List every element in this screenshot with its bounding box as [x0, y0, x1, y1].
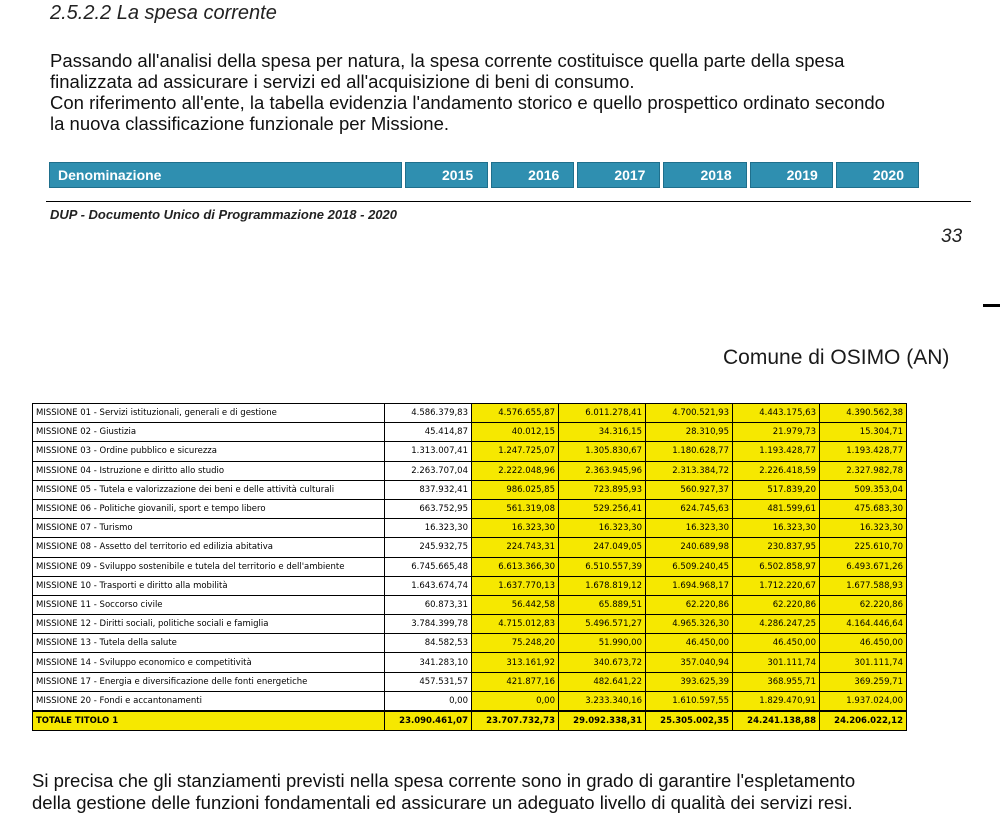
table-row — [33, 519, 907, 538]
value-cell: 357.040,94 — [646, 653, 733, 672]
value-cell: 4.576.655,87 — [472, 404, 559, 423]
value-cell: 1.829.470,91 — [733, 691, 820, 711]
value-cell: 2.263.707,04 — [385, 461, 472, 480]
value-cell: 6.613.366,30 — [472, 557, 559, 576]
value-cell: 6.510.557,39 — [559, 557, 646, 576]
closing-line: Si precisa che gli stanziamenti previsti nella spesa corrente sono in grado di garantire l'espletamento — [32, 770, 856, 791]
intro-line: Con riferimento all'ente, la tabella evidenzia l'andamento storico e quello prospettico ordinato secondo — [50, 92, 885, 113]
value-cell: 240.689,98 — [646, 538, 733, 557]
value-cell: 2.222.048,96 — [472, 461, 559, 480]
value-cell: 16.323,30 — [646, 519, 733, 538]
value-cell: 21.979,73 — [733, 423, 820, 442]
value-cell: 1.678.819,12 — [559, 576, 646, 595]
section-title: 2.5.2.2 La spesa corrente — [50, 2, 277, 24]
value-cell: 517.839,20 — [733, 480, 820, 499]
closing-line: della gestione delle funzioni fondamentali ed assicurare un adeguato livello di qualità dei servizi resi. — [32, 792, 853, 813]
mission-label: MISSIONE 09 - Sviluppo sostenibile e tutela del territorio e dell'ambiente — [33, 557, 385, 576]
value-cell: 1.610.597,55 — [646, 691, 733, 711]
value-cell: 51.990,00 — [559, 634, 646, 653]
value-cell: 0,00 — [472, 691, 559, 711]
intro-line: Passando all'analisi della spesa per natura, la spesa corrente costituisce quella parte della spesa — [50, 50, 845, 71]
value-cell: 0,00 — [385, 691, 472, 711]
value-cell: 561.319,08 — [472, 499, 559, 518]
value-cell: 6.493.671,26 — [820, 557, 907, 576]
value-cell: 4.286.247,25 — [733, 615, 820, 634]
value-cell: 56.442,58 — [472, 595, 559, 614]
value-cell: 313.161,92 — [472, 653, 559, 672]
value-cell: 4.965.326,30 — [646, 615, 733, 634]
header-year: 2019 — [750, 162, 833, 188]
table-row — [33, 461, 907, 480]
value-cell: 230.837,95 — [733, 538, 820, 557]
header-year: 2020 — [836, 162, 919, 188]
value-cell: 62.220,86 — [646, 595, 733, 614]
table-row — [33, 615, 907, 634]
mission-label: MISSIONE 06 - Politiche giovanili, sport e tempo libero — [33, 499, 385, 518]
value-cell: 62.220,86 — [820, 595, 907, 614]
value-cell: 481.599,61 — [733, 499, 820, 518]
value-cell: 16.323,30 — [559, 519, 646, 538]
mission-label: MISSIONE 13 - Tutela della salute — [33, 634, 385, 653]
value-cell: 1.677.588,93 — [820, 576, 907, 595]
value-cell: 4.586.379,83 — [385, 404, 472, 423]
value-cell: 6.011.278,41 — [559, 404, 646, 423]
mission-label: MISSIONE 20 - Fondi e accantonamenti — [33, 691, 385, 711]
value-cell: 6.502.858,97 — [733, 557, 820, 576]
closing-paragraph — [32, 770, 982, 814]
mission-label: MISSIONE 14 - Sviluppo economico e competitività — [33, 653, 385, 672]
value-cell: 1.247.725,07 — [472, 442, 559, 461]
mission-label: MISSIONE 08 - Assetto del territorio ed edilizia abitativa — [33, 538, 385, 557]
value-cell: 46.450,00 — [733, 634, 820, 653]
value-cell: 1.937.024,00 — [820, 691, 907, 711]
table-row — [33, 691, 907, 711]
value-cell: 4.700.521,93 — [646, 404, 733, 423]
value-cell: 475.683,30 — [820, 499, 907, 518]
value-cell: 457.531,57 — [385, 672, 472, 691]
value-cell: 46.450,00 — [820, 634, 907, 653]
value-cell: 482.641,22 — [559, 672, 646, 691]
value-cell: 986.025,85 — [472, 480, 559, 499]
value-cell: 529.256,41 — [559, 499, 646, 518]
value-cell: 368.955,71 — [733, 672, 820, 691]
value-cell: 1.193.428,77 — [733, 442, 820, 461]
value-cell: 29.092.338,31 — [559, 711, 646, 731]
table-row — [33, 404, 907, 423]
document-footer: DUP - Documento Unico di Programmazione 2018 - 2020 — [50, 207, 397, 222]
mission-label: MISSIONE 01 - Servizi istituzionali, generali e di gestione — [33, 404, 385, 423]
table-row — [33, 595, 907, 614]
value-cell: 1.643.674,74 — [385, 576, 472, 595]
page-edge-mark — [983, 304, 1000, 307]
table-row — [33, 557, 907, 576]
total-label: TOTALE TITOLO 1 — [33, 711, 385, 731]
value-cell: 24.241.138,88 — [733, 711, 820, 731]
mission-label: MISSIONE 17 - Energia e diversificazione delle fonti energetiche — [33, 672, 385, 691]
value-cell: 46.450,00 — [646, 634, 733, 653]
value-cell: 16.323,30 — [820, 519, 907, 538]
value-cell: 245.932,75 — [385, 538, 472, 557]
value-cell: 1.313.007,41 — [385, 442, 472, 461]
spending-table — [32, 403, 907, 731]
value-cell: 1.305.830,67 — [559, 442, 646, 461]
value-cell: 2.363.945,96 — [559, 461, 646, 480]
value-cell: 16.323,30 — [733, 519, 820, 538]
value-cell: 6.509.240,45 — [646, 557, 733, 576]
value-cell: 723.895,93 — [559, 480, 646, 499]
value-cell: 2.226.418,59 — [733, 461, 820, 480]
intro-line: la nuova classificazione funzionale per Missione. — [50, 113, 449, 134]
value-cell: 5.496.571,27 — [559, 615, 646, 634]
page-number: 33 — [941, 226, 963, 247]
value-cell: 1.637.770,13 — [472, 576, 559, 595]
value-cell: 4.715.012,83 — [472, 615, 559, 634]
value-cell: 509.353,04 — [820, 480, 907, 499]
footer-divider — [46, 201, 971, 202]
mission-label: MISSIONE 12 - Diritti sociali, politiche sociali e famiglia — [33, 615, 385, 634]
table-row — [33, 576, 907, 595]
value-cell: 341.283,10 — [385, 653, 472, 672]
value-cell: 225.610,70 — [820, 538, 907, 557]
value-cell: 16.323,30 — [385, 519, 472, 538]
value-cell: 1.694.968,17 — [646, 576, 733, 595]
municipality-header: Comune di OSIMO (AN) — [723, 346, 950, 369]
value-cell: 23.090.461,07 — [385, 711, 472, 731]
value-cell: 45.414,87 — [385, 423, 472, 442]
value-cell: 15.304,71 — [820, 423, 907, 442]
header-year: 2015 — [405, 162, 488, 188]
value-cell: 4.443.175,63 — [733, 404, 820, 423]
value-cell: 25.305.002,35 — [646, 711, 733, 731]
value-cell: 34.316,15 — [559, 423, 646, 442]
value-cell: 28.310,95 — [646, 423, 733, 442]
intro-line: finalizzata ad assicurare i servizi ed all'acquisizione di beni di consumo. — [50, 71, 635, 92]
value-cell: 1.712.220,67 — [733, 576, 820, 595]
value-cell: 23.707.732,73 — [472, 711, 559, 731]
value-cell: 663.752,95 — [385, 499, 472, 518]
value-cell: 2.313.384,72 — [646, 461, 733, 480]
mission-label: MISSIONE 05 - Tutela e valorizzazione dei beni e delle attività culturali — [33, 480, 385, 499]
value-cell: 247.049,05 — [559, 538, 646, 557]
table-row — [33, 442, 907, 461]
table-row — [33, 653, 907, 672]
value-cell: 393.625,39 — [646, 672, 733, 691]
value-cell: 224.743,31 — [472, 538, 559, 557]
value-cell: 16.323,30 — [472, 519, 559, 538]
header-denominazione: Denominazione — [49, 162, 402, 188]
value-cell: 40.012,15 — [472, 423, 559, 442]
value-cell: 3.233.340,16 — [559, 691, 646, 711]
value-cell: 560.927,37 — [646, 480, 733, 499]
header-year: 2017 — [577, 162, 660, 188]
table-header-bar — [46, 162, 922, 188]
table-row — [33, 499, 907, 518]
mission-label: MISSIONE 11 - Soccorso civile — [33, 595, 385, 614]
value-cell: 65.889,51 — [559, 595, 646, 614]
mission-label: MISSIONE 03 - Ordine pubblico e sicurezza — [33, 442, 385, 461]
mission-label: MISSIONE 04 - Istruzione e diritto allo studio — [33, 461, 385, 480]
value-cell: 3.784.399,78 — [385, 615, 472, 634]
value-cell: 624.745,63 — [646, 499, 733, 518]
value-cell: 6.745.665,48 — [385, 557, 472, 576]
mission-label: MISSIONE 10 - Trasporti e diritto alla mobilità — [33, 576, 385, 595]
value-cell: 301.111,74 — [820, 653, 907, 672]
value-cell: 4.164.446,64 — [820, 615, 907, 634]
value-cell: 340.673,72 — [559, 653, 646, 672]
header-year: 2018 — [663, 162, 746, 188]
intro-paragraph — [50, 50, 960, 134]
table-row — [33, 480, 907, 499]
value-cell: 369.259,71 — [820, 672, 907, 691]
value-cell: 837.932,41 — [385, 480, 472, 499]
value-cell: 1.180.628,77 — [646, 442, 733, 461]
value-cell: 62.220,86 — [733, 595, 820, 614]
value-cell: 60.873,31 — [385, 595, 472, 614]
value-cell: 75.248,20 — [472, 634, 559, 653]
value-cell: 24.206.022,12 — [820, 711, 907, 731]
mission-label: MISSIONE 07 - Turismo — [33, 519, 385, 538]
value-cell: 84.582,53 — [385, 634, 472, 653]
table-row — [33, 538, 907, 557]
value-cell: 2.327.982,78 — [820, 461, 907, 480]
mission-label: MISSIONE 02 - Giustizia — [33, 423, 385, 442]
value-cell: 1.193.428,77 — [820, 442, 907, 461]
value-cell: 421.877,16 — [472, 672, 559, 691]
table-total-row — [33, 711, 907, 731]
table-row — [33, 634, 907, 653]
value-cell: 4.390.562,38 — [820, 404, 907, 423]
table-row — [33, 672, 907, 691]
value-cell: 301.111,74 — [733, 653, 820, 672]
table-row — [33, 423, 907, 442]
header-year: 2016 — [491, 162, 574, 188]
